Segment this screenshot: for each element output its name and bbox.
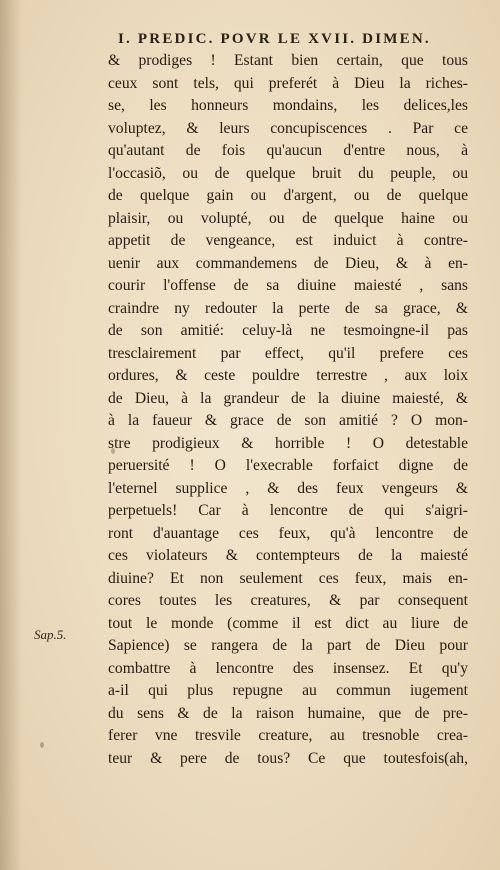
text-line: tresclairement par effect, qu'il prefere ces: [108, 344, 468, 362]
text-line: se, les honneurs mondains, les delices,les: [108, 97, 468, 114]
text-line: Sapience) se rangera de la part de Dieu pour: [108, 637, 468, 654]
text-line: de Dieu, à la grandeur de la diuine maiesté, &: [108, 389, 468, 407]
text-line: stre prodigieux & horrible ! O detestable: [108, 434, 468, 452]
text-line: & prodiges ! Estant bien certain, que tous: [108, 52, 468, 69]
text-line: plaisir, ou volupté, ou de quelque haine ou: [108, 209, 468, 227]
text-line: ces violateurs & contempteurs de la maiesté: [108, 547, 468, 564]
text-line: ront d'auantage ces feux, qu'à lencontre de: [108, 524, 468, 542]
text-line: à la faueur & grace de son amitié ? O mon-: [108, 412, 468, 429]
text-line: ordures, & ceste pouldre terrestre , aux loix: [108, 367, 468, 384]
text-line: tout le monde (comme il est dict au liure de: [108, 614, 468, 632]
text-line: de son amitié: celuy-là ne tesmoingne-il pas: [108, 322, 468, 339]
text-line: courir l'offense de sa diuine maiesté , sans: [108, 277, 468, 294]
text-line: peruersité ! O l'execrable forfaict digne de: [108, 457, 468, 474]
text-line: voluptez, & leurs concupiscences . Par ce: [108, 119, 468, 137]
text-line: combattre à lencontre des insensez. Et qu'y: [108, 659, 468, 677]
text-line: uenir aux commandemens de Dieu, & à en-: [108, 254, 468, 272]
text-line: cores toutes les creatures, & par consequent: [108, 592, 468, 609]
text-line: ceux sont tels, qui preferét à Dieu la riches-: [108, 74, 468, 92]
margin-note: Sap.5.: [34, 627, 67, 642]
text-line: diuine? Et non seulement ces feux, mais en-: [108, 569, 468, 587]
text-line: perpetuels! Car à lencontre de qui s'aigri-: [108, 502, 468, 519]
ink-smudge: [40, 742, 44, 748]
text-line: de quelque gain ou d'argent, ou de quelque: [108, 187, 468, 204]
body-text: [108, 50, 468, 770]
text-line: appetit de vengeance, est induict à contre-: [108, 232, 468, 249]
text-line: qu'autant de fois qu'aucun d'entre nous, à: [108, 142, 468, 159]
gutter-shadow: [0, 0, 22, 870]
running-head: I. PREDIC. POVR LE XVII. DIMEN.: [118, 31, 431, 47]
ink-smudge: [111, 448, 115, 454]
text-line: l'eternel supplice , & des feux vengeurs &: [108, 479, 468, 497]
text-line: du sens & de la raison humaine, que de pre-: [108, 704, 468, 722]
text-line: craindre ny redouter la perte de sa grace, &: [108, 299, 468, 317]
text-line: teur & pere de tous? Ce que toutesfois(ah,: [108, 749, 468, 767]
text-line: a-il qui plus repugne au commun iugement: [108, 682, 468, 699]
text-line: l'occasiõ, ou de quelque bruit du peuple, ou: [108, 164, 468, 182]
text-line: ferer vne tresvile creature, au tresnoble crea-: [108, 727, 468, 744]
